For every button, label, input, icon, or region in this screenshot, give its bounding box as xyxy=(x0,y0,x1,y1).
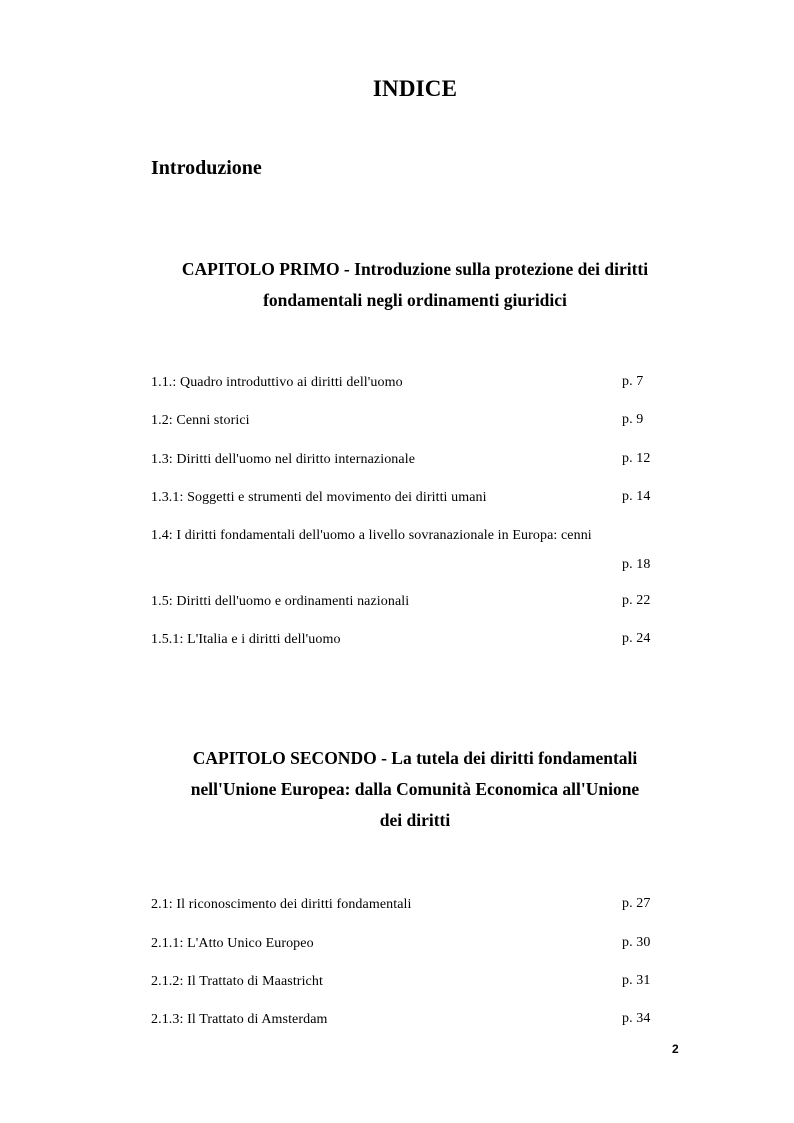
chapter-two-heading-line2: nell'Unione Europea: dalla Comunità Economica all'Unione xyxy=(190,779,640,799)
page-title: INDICE xyxy=(372,76,458,101)
toc-entry-page: p. 31 xyxy=(622,973,651,988)
toc-entry-label: 2.1.1: L'Atto Unico Europeo xyxy=(151,936,314,951)
chapter-one-heading xyxy=(150,254,680,316)
toc-entry-page: p. 24 xyxy=(622,631,651,646)
toc-entry-label: 1.2: Cenni storici xyxy=(151,413,250,428)
chapter-two-heading-line3: dei diritti xyxy=(379,810,451,830)
toc-entry-page: p. 22 xyxy=(622,593,651,608)
toc-entry-page: p. 27 xyxy=(622,896,651,911)
chapter-one-heading-line2: fondamentali negli ordinamenti giuridici xyxy=(263,290,567,310)
toc-entry-label: 1.3: Diritti dell'uomo nel diritto internazionale xyxy=(151,452,416,467)
chapter-two-heading-line1: CAPITOLO SECONDO - La tutela dei diritti fondamentali xyxy=(192,748,638,768)
toc-entry-page: p. 14 xyxy=(622,489,651,504)
toc-entry-page: p. 34 xyxy=(622,1011,651,1026)
toc-entry-label: 2.1: Il riconoscimento dei diritti fondamentali xyxy=(151,897,412,912)
toc-entry-label: 1.3.1: Soggetti e strumenti del movimento dei diritti umani xyxy=(151,490,487,505)
introduction-heading: Introduzione xyxy=(151,157,262,179)
toc-entry-label: 1.1.: Quadro introduttivo ai diritti dell'uomo xyxy=(151,375,403,390)
toc-entry-label: 2.1.3: Il Trattato di Amsterdam xyxy=(151,1012,328,1027)
toc-entry-label: 1.5: Diritti dell'uomo e ordinamenti nazionali xyxy=(151,594,410,609)
toc-entry-page: p. 18 xyxy=(622,557,651,572)
page-number: 2 xyxy=(672,1042,679,1056)
chapter-two-heading xyxy=(145,743,685,836)
toc-entry-label: 1.4: I diritti fondamentali dell'uomo a livello sovranazionale in Europa: cenni xyxy=(151,528,592,543)
toc-entry-label: 2.1.2: Il Trattato di Maastricht xyxy=(151,974,323,989)
chapter-one-heading-line1: CAPITOLO PRIMO - Introduzione sulla protezione dei diritti xyxy=(181,259,649,279)
toc-entry-page: p. 7 xyxy=(622,374,644,389)
toc-entry-page: p. 9 xyxy=(622,412,644,427)
toc-entry-page: p. 30 xyxy=(622,935,651,950)
toc-entry-page: p. 12 xyxy=(622,451,651,466)
toc-entry-label: 1.5.1: L'Italia e i diritti dell'uomo xyxy=(151,632,341,647)
